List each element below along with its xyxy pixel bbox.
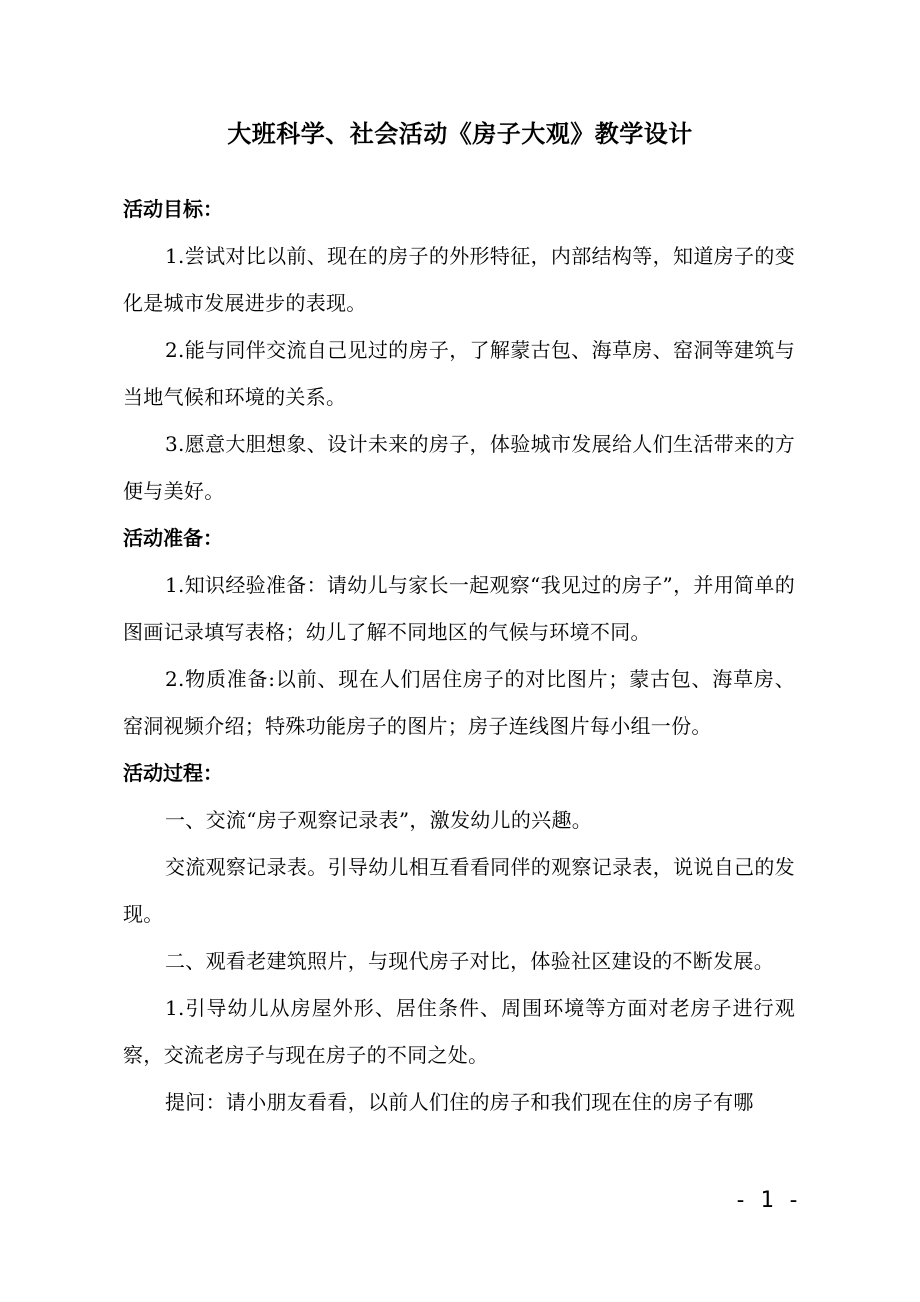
- page-number: - 1 -: [733, 1188, 801, 1213]
- paragraph: 二、观看老建筑照片，与现代房子对比，体验社区建设的不断发展。: [165, 949, 774, 973]
- paragraph: 1.引导幼儿从房屋外形、居住条件、周围环境等方面对老房子进行观察，交流老房子与现在房子的不同之处。: [123, 996, 795, 1067]
- document-title: 大班科学、社会活动《房子大观》教学设计: [227, 120, 693, 148]
- paragraph: 一、交流“房子观察记录表”，激发幼儿的兴趣。: [165, 808, 593, 832]
- section-process: [123, 750, 795, 1126]
- section-heading: 活动准备：: [123, 526, 223, 550]
- paragraph: 1.尝试对比以前、现在的房子的外形特征，内部结构等，知道房子的变化是城市发展进步的表现。: [123, 244, 795, 315]
- paragraph: 提问：请小朋友看看，以前人们住的房子和我们现在住的房子有哪: [165, 1090, 754, 1114]
- section-heading: 活动过程：: [123, 761, 223, 785]
- section-preparation: [123, 515, 795, 750]
- paragraph: 3.愿意大胆想象、设计未来的房子，体验城市发展给人们生活带来的方便与美好。: [123, 432, 795, 503]
- paragraph: 1.知识经验准备：请幼儿与家长一起观察“我见过的房子”，并用简单的图画记录填写表格；幼儿了解不同地区的气候与环境不同。: [123, 573, 795, 644]
- paragraph: 交流观察记录表。引导幼儿相互看看同伴的观察记录表，说说自己的发现。: [123, 855, 795, 926]
- paragraph: 2.能与同伴交流自己见过的房子，了解蒙古包、海草房、窑洞等建筑与当地气候和环境的关系。: [123, 338, 795, 409]
- section-objectives: [123, 186, 795, 515]
- document-body: [123, 186, 795, 1126]
- paragraph: 2.物质准备:以前、现在人们居住房子的对比图片；蒙古包、海草房、窑洞视频介绍；特殊功能房子的图片；房子连线图片每小组一份。: [123, 667, 795, 738]
- section-heading: 活动目标：: [123, 197, 223, 221]
